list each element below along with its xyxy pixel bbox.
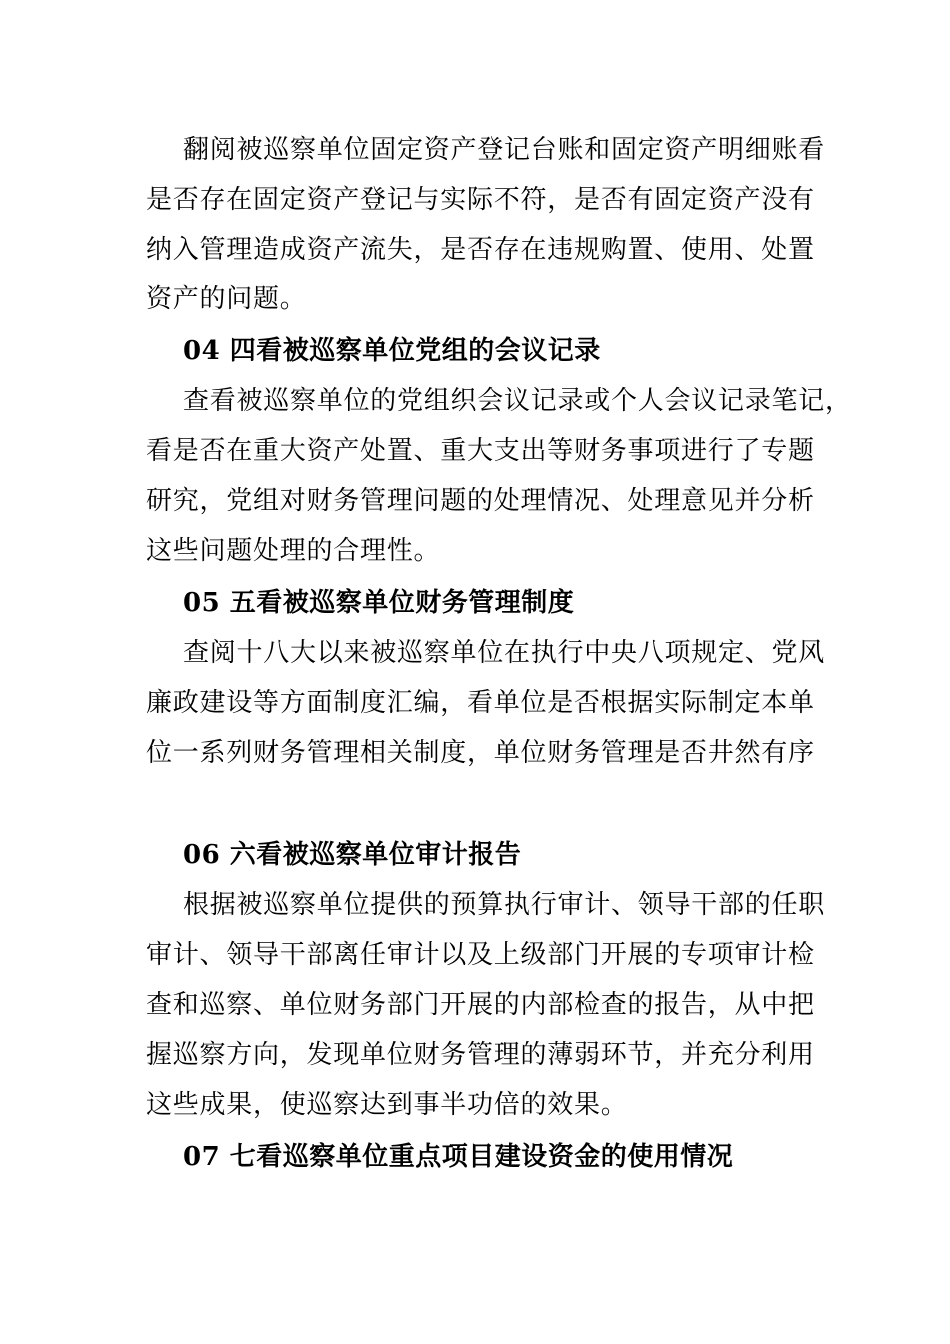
paragraph-line: 资产的问题。 (146, 284, 307, 314)
paragraph-line: 查和巡察、单位财务部门开展的内部检查的报告，从中把 (146, 990, 815, 1020)
section-heading-06: 06 六看被巡察单位审计报告 (183, 840, 522, 870)
paragraph-line: 握巡察方向，发现单位财务管理的薄弱环节，并充分利用 (146, 1040, 815, 1070)
paragraph-line: 看是否在重大资产处置、重大支出等财务事项进行了专题 (146, 436, 815, 466)
paragraph-line: 审计、领导干部离任审计以及上级部门开展的专项审计检 (146, 940, 815, 970)
paragraph-line: 查看被巡察单位的党组织会议记录或个人会议记录笔记， (183, 386, 852, 416)
paragraph-line: 是否存在固定资产登记与实际不符，是否有固定资产没有 (146, 185, 815, 215)
section-heading-07: 07 七看巡察单位重点项目建设资金的使用情况 (183, 1142, 734, 1172)
paragraph-line: 研究，党组对财务管理问题的处理情况、处理意见并分析 (146, 486, 815, 516)
paragraph-line: 这些成果，使巡察达到事半功倍的效果。 (146, 1090, 628, 1120)
section-heading-05: 05 五看被巡察单位财务管理制度 (183, 588, 575, 618)
paragraph-line: 廉政建设等方面制度汇编，看单位是否根据实际制定本单 (146, 688, 815, 718)
paragraph-line: 翻阅被巡察单位固定资产登记台账和固定资产明细账看 (183, 135, 826, 165)
paragraph-line: 查阅十八大以来被巡察单位在执行中央八项规定、党风 (183, 638, 826, 668)
section-heading-04: 04 四看被巡察单位党组的会议记录 (183, 336, 601, 366)
paragraph-line: 纳入管理造成资产流失，是否存在违规购置、使用、处置 (146, 235, 815, 265)
paragraph-line: 位一系列财务管理相关制度，单位财务管理是否井然有序 (146, 738, 815, 768)
paragraph-line: 这些问题处理的合理性。 (146, 536, 441, 566)
paragraph-line: 根据被巡察单位提供的预算执行审计、领导干部的任职 (183, 890, 826, 920)
